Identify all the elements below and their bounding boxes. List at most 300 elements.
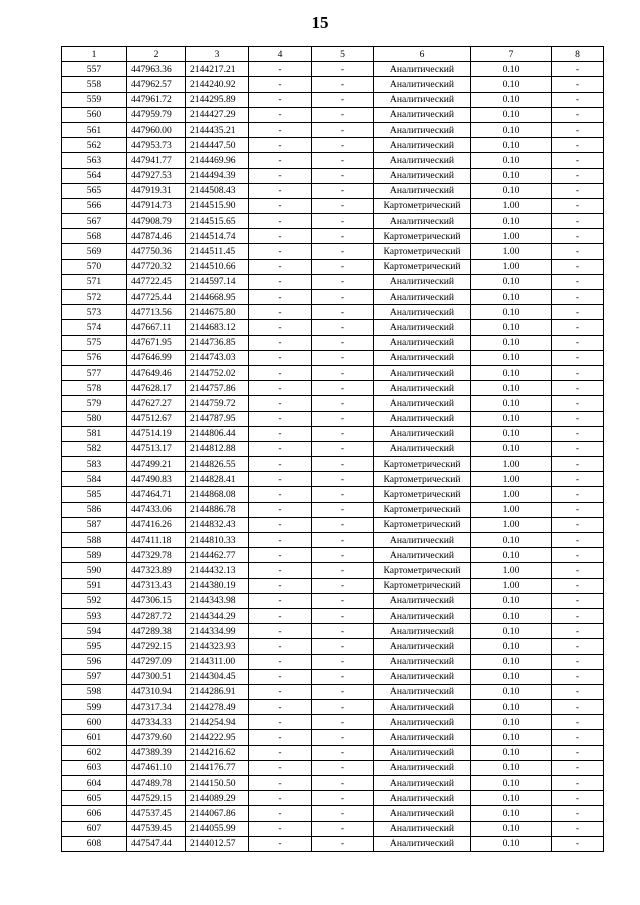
- x-coordinate-cell: 447329.78: [127, 548, 186, 563]
- x-coordinate-cell: 447914.73: [127, 198, 186, 213]
- col5-cell: -: [312, 426, 374, 441]
- col5-cell: -: [312, 548, 374, 563]
- x-coordinate-cell: 447627.27: [127, 396, 186, 411]
- col5-cell: -: [312, 730, 374, 745]
- col5-cell: -: [312, 153, 374, 168]
- y-coordinate-cell: 2144067.86: [186, 806, 249, 821]
- method-cell: Аналитический: [374, 305, 471, 320]
- col4-cell: -: [249, 198, 312, 213]
- col5-cell: -: [312, 335, 374, 350]
- method-cell: Аналитический: [374, 168, 471, 183]
- col5-cell: -: [312, 700, 374, 715]
- point-number-cell: 608: [62, 836, 127, 851]
- point-number-cell: 562: [62, 138, 127, 153]
- method-cell: Аналитический: [374, 274, 471, 289]
- col8-cell: -: [552, 791, 604, 806]
- x-coordinate-cell: 447317.34: [127, 700, 186, 715]
- table-row: [62, 77, 604, 92]
- point-number-cell: 569: [62, 244, 127, 259]
- col8-cell: -: [552, 593, 604, 608]
- col4-cell: -: [249, 107, 312, 122]
- accuracy-cell: 0.10: [471, 760, 552, 775]
- y-coordinate-cell: 2144222.95: [186, 730, 249, 745]
- x-coordinate-cell: 447963.36: [127, 62, 186, 77]
- x-coordinate-cell: 447287.72: [127, 608, 186, 623]
- table-row: [62, 365, 604, 380]
- accuracy-cell: 0.10: [471, 335, 552, 350]
- method-cell: Аналитический: [374, 183, 471, 198]
- table-row: [62, 168, 604, 183]
- method-cell: Картометрический: [374, 229, 471, 244]
- table-row: [62, 229, 604, 244]
- col8-cell: -: [552, 290, 604, 305]
- col8-cell: -: [552, 305, 604, 320]
- x-coordinate-cell: 447667.11: [127, 320, 186, 335]
- x-coordinate-cell: 447529.15: [127, 791, 186, 806]
- y-coordinate-cell: 2144435.21: [186, 122, 249, 137]
- col4-cell: -: [249, 593, 312, 608]
- col4-cell: -: [249, 472, 312, 487]
- accuracy-cell: 0.10: [471, 730, 552, 745]
- y-coordinate-cell: 2144826.55: [186, 457, 249, 472]
- point-number-cell: 605: [62, 791, 127, 806]
- col5-cell: -: [312, 654, 374, 669]
- table-row: [62, 821, 604, 836]
- method-cell: Аналитический: [374, 806, 471, 821]
- accuracy-cell: 1.00: [471, 472, 552, 487]
- y-coordinate-cell: 2144089.29: [186, 791, 249, 806]
- col8-cell: -: [552, 624, 604, 639]
- col4-cell: -: [249, 183, 312, 198]
- point-number-cell: 595: [62, 639, 127, 654]
- method-cell: Аналитический: [374, 760, 471, 775]
- table-row: [62, 730, 604, 745]
- method-cell: Картометрический: [374, 517, 471, 532]
- col8-cell: -: [552, 776, 604, 791]
- col4-cell: -: [249, 715, 312, 730]
- table-row: [62, 836, 604, 851]
- point-number-cell: 596: [62, 654, 127, 669]
- col8-cell: -: [552, 836, 604, 851]
- table-row: [62, 776, 604, 791]
- y-coordinate-cell: 2144812.88: [186, 441, 249, 456]
- point-number-cell: 597: [62, 669, 127, 684]
- method-cell: Аналитический: [374, 836, 471, 851]
- col4-cell: -: [249, 730, 312, 745]
- point-number-cell: 601: [62, 730, 127, 745]
- col4-cell: -: [249, 533, 312, 548]
- y-coordinate-cell: 2144752.02: [186, 365, 249, 380]
- col4-cell: -: [249, 229, 312, 244]
- col8-cell: -: [552, 533, 604, 548]
- point-number-cell: 559: [62, 92, 127, 107]
- accuracy-cell: 0.10: [471, 593, 552, 608]
- table-row: [62, 760, 604, 775]
- col8-cell: -: [552, 441, 604, 456]
- method-cell: Аналитический: [374, 335, 471, 350]
- col4-cell: -: [249, 153, 312, 168]
- accuracy-cell: 0.10: [471, 669, 552, 684]
- col5-cell: -: [312, 244, 374, 259]
- x-coordinate-cell: 447628.17: [127, 381, 186, 396]
- col5-cell: -: [312, 305, 374, 320]
- accuracy-cell: 0.10: [471, 426, 552, 441]
- method-cell: Аналитический: [374, 365, 471, 380]
- column-header: 8: [552, 47, 604, 62]
- method-cell: Картометрический: [374, 472, 471, 487]
- x-coordinate-cell: 447941.77: [127, 153, 186, 168]
- x-coordinate-cell: 447514.19: [127, 426, 186, 441]
- table-row: [62, 441, 604, 456]
- x-coordinate-cell: 447379.60: [127, 730, 186, 745]
- method-cell: Аналитический: [374, 700, 471, 715]
- accuracy-cell: 0.10: [471, 654, 552, 669]
- col4-cell: -: [249, 563, 312, 578]
- x-coordinate-cell: 447310.94: [127, 684, 186, 699]
- col8-cell: -: [552, 608, 604, 623]
- column-header: 7: [471, 47, 552, 62]
- method-cell: Картометрический: [374, 487, 471, 502]
- point-number-cell: 558: [62, 77, 127, 92]
- col8-cell: -: [552, 365, 604, 380]
- accuracy-cell: 0.10: [471, 107, 552, 122]
- point-number-cell: 576: [62, 350, 127, 365]
- x-coordinate-cell: 447713.56: [127, 305, 186, 320]
- point-number-cell: 580: [62, 411, 127, 426]
- y-coordinate-cell: 2144469.96: [186, 153, 249, 168]
- col4-cell: -: [249, 502, 312, 517]
- method-cell: Аналитический: [374, 593, 471, 608]
- table-row: [62, 457, 604, 472]
- table-row: [62, 669, 604, 684]
- method-cell: Аналитический: [374, 122, 471, 137]
- accuracy-cell: 0.10: [471, 305, 552, 320]
- y-coordinate-cell: 2144295.89: [186, 92, 249, 107]
- accuracy-cell: 0.10: [471, 365, 552, 380]
- col8-cell: -: [552, 821, 604, 836]
- point-number-cell: 572: [62, 290, 127, 305]
- x-coordinate-cell: 447960.00: [127, 122, 186, 137]
- table-row: [62, 153, 604, 168]
- table-row: [62, 502, 604, 517]
- table-row: [62, 654, 604, 669]
- col5-cell: -: [312, 92, 374, 107]
- col4-cell: -: [249, 441, 312, 456]
- method-cell: Аналитический: [374, 62, 471, 77]
- point-number-cell: 594: [62, 624, 127, 639]
- method-cell: Картометрический: [374, 563, 471, 578]
- x-coordinate-cell: 447464.71: [127, 487, 186, 502]
- y-coordinate-cell: 2144514.74: [186, 229, 249, 244]
- table-row: [62, 791, 604, 806]
- col4-cell: -: [249, 517, 312, 532]
- point-number-cell: 567: [62, 214, 127, 229]
- accuracy-cell: 0.10: [471, 533, 552, 548]
- method-cell: Аналитический: [374, 441, 471, 456]
- y-coordinate-cell: 2144597.14: [186, 274, 249, 289]
- col5-cell: -: [312, 214, 374, 229]
- col4-cell: -: [249, 365, 312, 380]
- accuracy-cell: 0.10: [471, 441, 552, 456]
- x-coordinate-cell: 447323.89: [127, 563, 186, 578]
- y-coordinate-cell: 2144757.86: [186, 381, 249, 396]
- y-coordinate-cell: 2144176.77: [186, 760, 249, 775]
- y-coordinate-cell: 2144216.62: [186, 745, 249, 760]
- y-coordinate-cell: 2144150.50: [186, 776, 249, 791]
- accuracy-cell: 0.10: [471, 776, 552, 791]
- table-row: [62, 107, 604, 122]
- col4-cell: -: [249, 290, 312, 305]
- y-coordinate-cell: 2144012.57: [186, 836, 249, 851]
- col5-cell: -: [312, 821, 374, 836]
- coordinates-table: [61, 46, 604, 852]
- col5-cell: -: [312, 487, 374, 502]
- col5-cell: -: [312, 669, 374, 684]
- method-cell: Аналитический: [374, 791, 471, 806]
- col4-cell: -: [249, 836, 312, 851]
- y-coordinate-cell: 2144380.19: [186, 578, 249, 593]
- x-coordinate-cell: 447300.51: [127, 669, 186, 684]
- method-cell: Аналитический: [374, 214, 471, 229]
- y-coordinate-cell: 2144736.85: [186, 335, 249, 350]
- point-number-cell: 563: [62, 153, 127, 168]
- table-row: [62, 305, 604, 320]
- point-number-cell: 566: [62, 198, 127, 213]
- accuracy-cell: 0.10: [471, 138, 552, 153]
- table-row: [62, 700, 604, 715]
- col8-cell: -: [552, 77, 604, 92]
- point-number-cell: 591: [62, 578, 127, 593]
- accuracy-cell: 0.10: [471, 350, 552, 365]
- accuracy-cell: 0.10: [471, 836, 552, 851]
- method-cell: Аналитический: [374, 426, 471, 441]
- col8-cell: -: [552, 381, 604, 396]
- col5-cell: -: [312, 563, 374, 578]
- table-row: [62, 639, 604, 654]
- accuracy-cell: 0.10: [471, 411, 552, 426]
- col5-cell: -: [312, 836, 374, 851]
- col4-cell: -: [249, 457, 312, 472]
- y-coordinate-cell: 2144311.00: [186, 654, 249, 669]
- col4-cell: -: [249, 350, 312, 365]
- y-coordinate-cell: 2144286.91: [186, 684, 249, 699]
- col5-cell: -: [312, 533, 374, 548]
- col5-cell: -: [312, 806, 374, 821]
- col5-cell: -: [312, 791, 374, 806]
- method-cell: Картометрический: [374, 244, 471, 259]
- col5-cell: -: [312, 365, 374, 380]
- col8-cell: -: [552, 472, 604, 487]
- method-cell: Аналитический: [374, 77, 471, 92]
- point-number-cell: 560: [62, 107, 127, 122]
- col8-cell: -: [552, 138, 604, 153]
- method-cell: Картометрический: [374, 457, 471, 472]
- col4-cell: -: [249, 426, 312, 441]
- x-coordinate-cell: 447513.17: [127, 441, 186, 456]
- col4-cell: -: [249, 305, 312, 320]
- col8-cell: -: [552, 669, 604, 684]
- y-coordinate-cell: 2144432.13: [186, 563, 249, 578]
- point-number-cell: 603: [62, 760, 127, 775]
- point-number-cell: 585: [62, 487, 127, 502]
- col4-cell: -: [249, 639, 312, 654]
- method-cell: Аналитический: [374, 153, 471, 168]
- accuracy-cell: 0.10: [471, 608, 552, 623]
- accuracy-cell: 0.10: [471, 274, 552, 289]
- x-coordinate-cell: 447289.38: [127, 624, 186, 639]
- y-coordinate-cell: 2144447.50: [186, 138, 249, 153]
- accuracy-cell: 0.10: [471, 396, 552, 411]
- accuracy-cell: 0.10: [471, 639, 552, 654]
- col8-cell: -: [552, 396, 604, 411]
- table-row: [62, 396, 604, 411]
- method-cell: Аналитический: [374, 776, 471, 791]
- point-number-cell: 607: [62, 821, 127, 836]
- y-coordinate-cell: 2144334.99: [186, 624, 249, 639]
- point-number-cell: 582: [62, 441, 127, 456]
- method-cell: Картометрический: [374, 502, 471, 517]
- col4-cell: -: [249, 138, 312, 153]
- x-coordinate-cell: 447292.15: [127, 639, 186, 654]
- x-coordinate-cell: 447919.31: [127, 183, 186, 198]
- method-cell: Аналитический: [374, 654, 471, 669]
- accuracy-cell: 0.10: [471, 624, 552, 639]
- col4-cell: -: [249, 776, 312, 791]
- accuracy-cell: 0.10: [471, 715, 552, 730]
- method-cell: Аналитический: [374, 411, 471, 426]
- x-coordinate-cell: 447720.32: [127, 259, 186, 274]
- y-coordinate-cell: 2144055.99: [186, 821, 249, 836]
- col8-cell: -: [552, 198, 604, 213]
- col5-cell: -: [312, 168, 374, 183]
- col4-cell: -: [249, 62, 312, 77]
- col5-cell: -: [312, 381, 374, 396]
- accuracy-cell: 0.10: [471, 745, 552, 760]
- col4-cell: -: [249, 578, 312, 593]
- table-row: [62, 259, 604, 274]
- accuracy-cell: 0.10: [471, 290, 552, 305]
- y-coordinate-cell: 2144510.66: [186, 259, 249, 274]
- col5-cell: -: [312, 593, 374, 608]
- col4-cell: -: [249, 259, 312, 274]
- col8-cell: -: [552, 168, 604, 183]
- column-header: 4: [249, 47, 312, 62]
- x-coordinate-cell: 447671.95: [127, 335, 186, 350]
- y-coordinate-cell: 2144494.39: [186, 168, 249, 183]
- y-coordinate-cell: 2144787.95: [186, 411, 249, 426]
- x-coordinate-cell: 447512.67: [127, 411, 186, 426]
- table-row: [62, 563, 604, 578]
- y-coordinate-cell: 2144511.45: [186, 244, 249, 259]
- point-number-cell: 604: [62, 776, 127, 791]
- point-number-cell: 602: [62, 745, 127, 760]
- method-cell: Аналитический: [374, 745, 471, 760]
- x-coordinate-cell: 447961.72: [127, 92, 186, 107]
- y-coordinate-cell: 2144323.93: [186, 639, 249, 654]
- method-cell: Аналитический: [374, 290, 471, 305]
- method-cell: Аналитический: [374, 608, 471, 623]
- col5-cell: -: [312, 608, 374, 623]
- accuracy-cell: 1.00: [471, 517, 552, 532]
- x-coordinate-cell: 447313.43: [127, 578, 186, 593]
- point-number-cell: 579: [62, 396, 127, 411]
- col4-cell: -: [249, 624, 312, 639]
- table-row: [62, 320, 604, 335]
- point-number-cell: 586: [62, 502, 127, 517]
- y-coordinate-cell: 2144743.03: [186, 350, 249, 365]
- y-coordinate-cell: 2144427.29: [186, 107, 249, 122]
- col8-cell: -: [552, 639, 604, 654]
- x-coordinate-cell: 447334.33: [127, 715, 186, 730]
- accuracy-cell: 0.10: [471, 381, 552, 396]
- x-coordinate-cell: 447416.26: [127, 517, 186, 532]
- method-cell: Аналитический: [374, 138, 471, 153]
- col5-cell: -: [312, 290, 374, 305]
- col4-cell: -: [249, 244, 312, 259]
- accuracy-cell: 0.10: [471, 821, 552, 836]
- col5-cell: -: [312, 77, 374, 92]
- point-number-cell: 565: [62, 183, 127, 198]
- method-cell: Аналитический: [374, 381, 471, 396]
- col8-cell: -: [552, 183, 604, 198]
- col8-cell: -: [552, 487, 604, 502]
- col5-cell: -: [312, 776, 374, 791]
- point-number-cell: 587: [62, 517, 127, 532]
- accuracy-cell: 0.10: [471, 168, 552, 183]
- method-cell: Аналитический: [374, 396, 471, 411]
- table-row: [62, 426, 604, 441]
- col4-cell: -: [249, 396, 312, 411]
- col4-cell: -: [249, 548, 312, 563]
- x-coordinate-cell: 447953.73: [127, 138, 186, 153]
- x-coordinate-cell: 447547.44: [127, 836, 186, 851]
- table-row: [62, 335, 604, 350]
- col8-cell: -: [552, 214, 604, 229]
- x-coordinate-cell: 447306.15: [127, 593, 186, 608]
- col4-cell: -: [249, 335, 312, 350]
- y-coordinate-cell: 2144668.95: [186, 290, 249, 305]
- table-row: [62, 138, 604, 153]
- table-row: [62, 684, 604, 699]
- table-row: [62, 62, 604, 77]
- point-number-cell: 568: [62, 229, 127, 244]
- col8-cell: -: [552, 517, 604, 532]
- point-number-cell: 584: [62, 472, 127, 487]
- point-number-cell: 606: [62, 806, 127, 821]
- table-row: [62, 381, 604, 396]
- table-row: [62, 350, 604, 365]
- col5-cell: -: [312, 684, 374, 699]
- table-row: [62, 214, 604, 229]
- x-coordinate-cell: 447539.45: [127, 821, 186, 836]
- x-coordinate-cell: 447490.83: [127, 472, 186, 487]
- point-number-cell: 592: [62, 593, 127, 608]
- point-number-cell: 589: [62, 548, 127, 563]
- point-number-cell: 588: [62, 533, 127, 548]
- col5-cell: -: [312, 107, 374, 122]
- col5-cell: -: [312, 517, 374, 532]
- table-row: [62, 806, 604, 821]
- point-number-cell: 564: [62, 168, 127, 183]
- col8-cell: -: [552, 153, 604, 168]
- table-row: [62, 624, 604, 639]
- x-coordinate-cell: 447725.44: [127, 290, 186, 305]
- y-coordinate-cell: 2144806.44: [186, 426, 249, 441]
- table-row: [62, 244, 604, 259]
- method-cell: Картометрический: [374, 578, 471, 593]
- table-row: [62, 715, 604, 730]
- accuracy-cell: 1.00: [471, 229, 552, 244]
